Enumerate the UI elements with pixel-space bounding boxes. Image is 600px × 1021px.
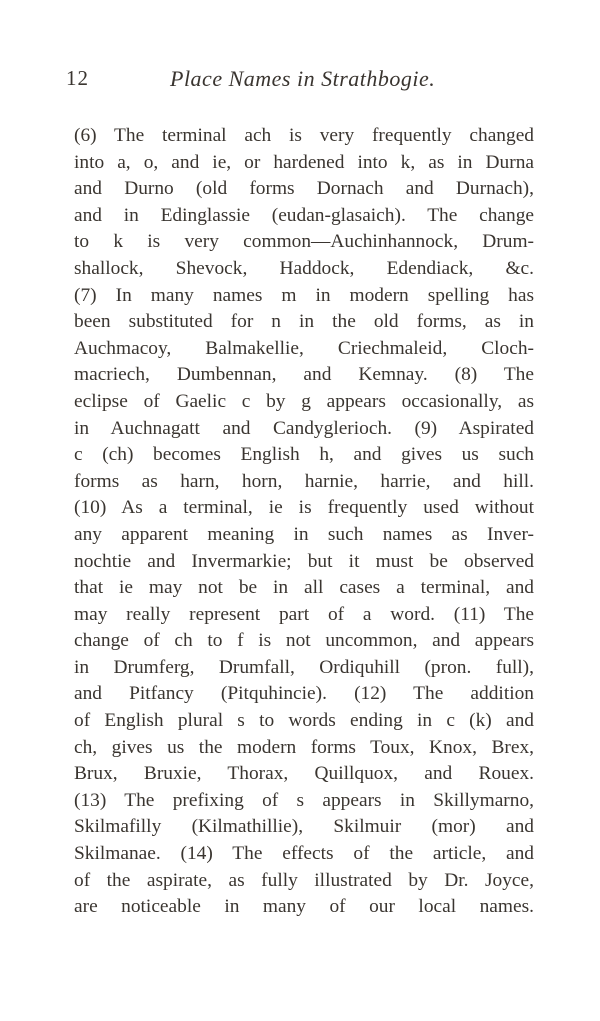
- text-line: (6) The terminal ach is very frequently changed: [74, 125, 534, 146]
- text-line: (7) In many names m in modern spelling has: [74, 284, 534, 306]
- text-line: ch, gives us the modern forms Toux, Knox, Brex,: [74, 736, 534, 758]
- text-line: eclipse of Gaelic c by g appears occasionally, as: [74, 390, 534, 412]
- text-line: forms as harn, horn, harnie, harrie, and hill.: [74, 470, 534, 492]
- text-line: of the aspirate, as fully illustrated by Dr. Joyce,: [74, 869, 534, 891]
- page-number: 12: [66, 66, 89, 90]
- text-line: Skilmafilly (Kilmathillie), Skilmuir (mor) and: [74, 816, 534, 838]
- text-line: any apparent meaning in such names as Inver-: [74, 523, 534, 545]
- text-line: and Pitfancy (Pitquhincie). (12) The addition: [74, 683, 534, 705]
- text-line: into a, o, and ie, or hardened into k, as in Durna: [74, 151, 534, 173]
- text-line: in Drumferg, Drumfall, Ordiquhill (pron. full),: [74, 656, 534, 678]
- text-line: of English plural s to words ending in c (k) and: [74, 710, 534, 732]
- text-line: that ie may not be in all cases a terminal, and: [74, 577, 534, 599]
- text-line: Auchmacoy, Balmakellie, Criechmaleid, Cloch-: [74, 337, 534, 359]
- text-line: and in Edinglassie (eudan-glasaich). The change: [74, 204, 534, 226]
- page-header: [66, 66, 536, 96]
- text-line: nochtie and Invermarkie; but it must be observed: [74, 550, 534, 572]
- running-title: Place Names in Strathbogie.: [170, 66, 436, 91]
- text-line: Skilmanae. (14) The effects of the article, and: [74, 843, 534, 865]
- body-paragraph: [74, 123, 534, 921]
- text-line: Brux, Bruxie, Thorax, Quillquox, and Rouex.: [74, 763, 534, 785]
- text-line: (10) As a terminal, ie is frequently used without: [74, 497, 534, 519]
- text-line: shallock, Shevock, Haddock, Edendiack, &c.: [74, 257, 534, 279]
- text-line: c (ch) becomes English h, and gives us such: [74, 444, 534, 466]
- text-line: to k is very common—Auchinhannock, Drum-: [74, 231, 534, 253]
- text-line: macriech, Dumbennan, and Kemnay. (8) The: [74, 364, 534, 386]
- text-line: may really represent part of a word. (11) The: [74, 603, 534, 625]
- text-line: been substituted for n in the old forms, as in: [74, 311, 534, 333]
- text-line: in Auchnagatt and Candyglerioch. (9) Aspirated: [74, 417, 534, 439]
- text-line: change of ch to f is not uncommon, and appears: [74, 630, 534, 652]
- text-line: and Durno (old forms Dornach and Durnach),: [74, 178, 534, 200]
- text-line: (13) The prefixing of s appears in Skillymarno,: [74, 789, 534, 811]
- text-line: are noticeable in many of our local names.: [74, 896, 534, 918]
